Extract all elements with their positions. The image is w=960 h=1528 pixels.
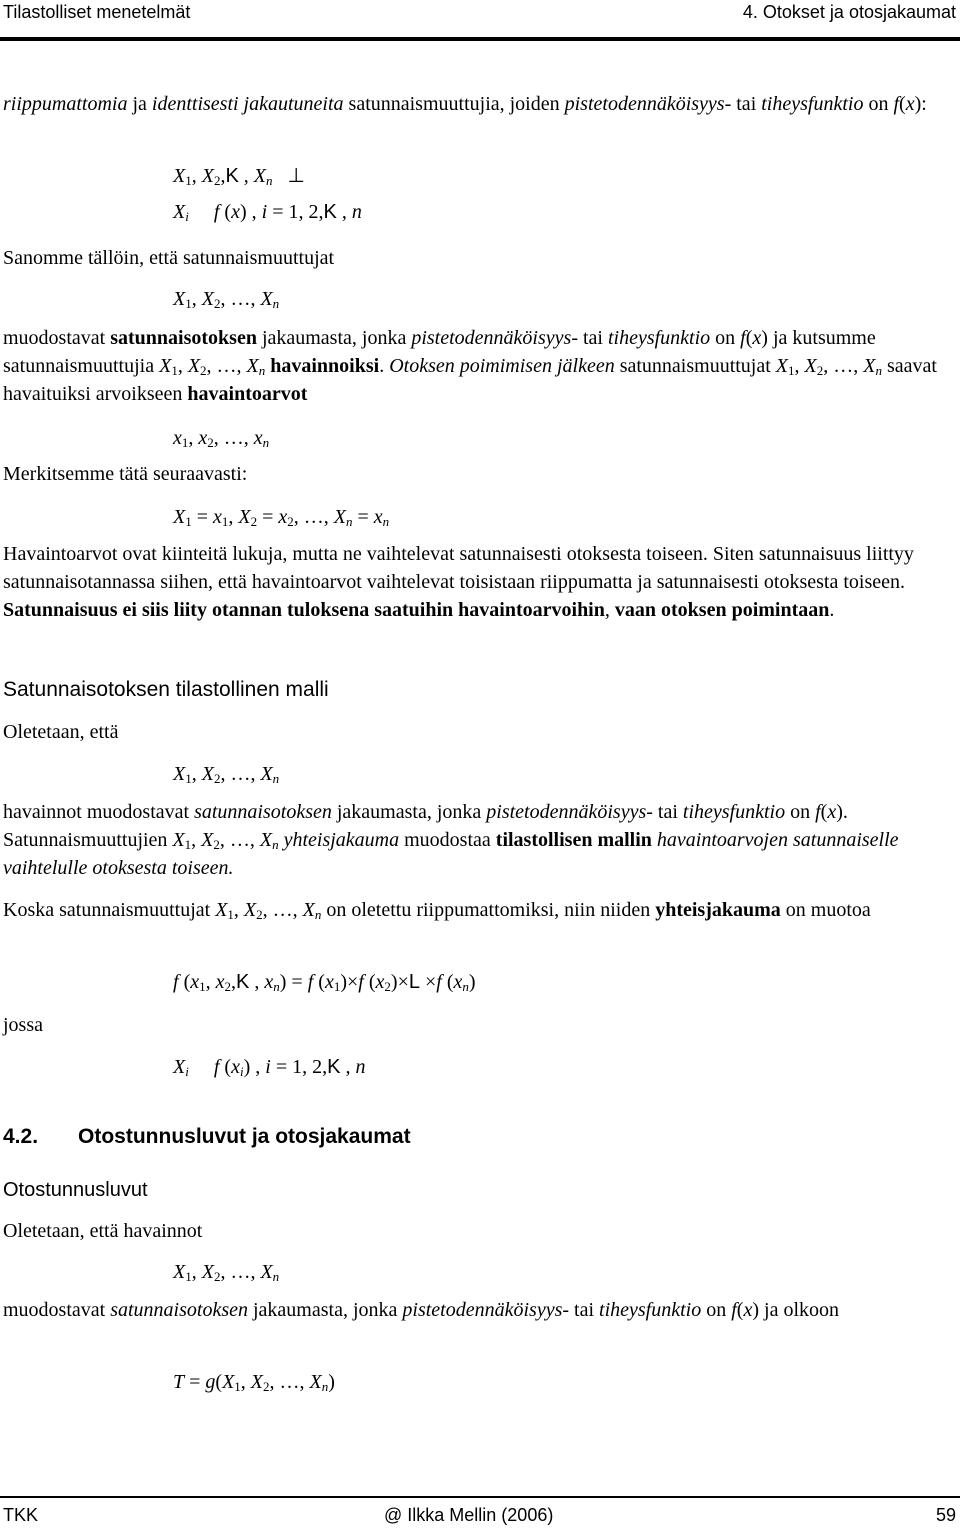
footer-center: @ Ilkka Mellin (2006) bbox=[384, 1505, 554, 1525]
header-right: 4. Otokset ja otosjakaumat bbox=[742, 2, 956, 22]
heading-model: Satunnaisotoksen tilastollinen malli bbox=[3, 678, 329, 701]
footer-left: TKK bbox=[3, 1505, 39, 1525]
equation-sample-vars-2: $X_1$, $X_2$, …, $X_n$ bbox=[173, 763, 280, 786]
paragraph-havaintoarvot: Havaintoarvot ovat kiinteitä lukuja, mutta ne vaihtelevat satunnaisesti otoksesta toiseen. Siten satunnaisuus liittyy satunnaisotannassa siihen, että havaintoarvot vaihtelevat toisistaan riippumatta ja satunnaisesti otoksesta toiseen. Satunnaisuus ei siis liity otannan tuloksena saatuihin havaintoarvoihin, vaan otoksen poimintaan. bbox=[3, 543, 914, 621]
equation-independence: $X_1$, $X_2,K$ , $X_n$ ⊥ bbox=[173, 165, 305, 188]
paragraph-oletetaan: Oletetaan, että bbox=[3, 721, 119, 743]
paragraph-intro: riippumattomia ja identtisesti jakautuneita satunnaismuuttujia, joiden pistetodennäköisyys- tai tiheysfunktio on f(x): bbox=[3, 93, 927, 115]
paragraph-merkitsemme: Merkitsemme tätä seuraavasti: bbox=[3, 463, 248, 485]
page-number: 59 bbox=[935, 1505, 956, 1525]
equation-joint-distribution: f ($x_1$, $x_2,K$ , $x_n) = f$ $(x_1)\times f$ $(x_2)\times L \times f$ $(x_n)$ bbox=[173, 971, 476, 994]
equation-marginal: $X_i$ f $(x_i)$ , i = 1, 2,K , n bbox=[173, 1056, 366, 1079]
equation-sample-vars: $X_1$, $X_2$, …, $X_n$ bbox=[173, 288, 280, 311]
heading-statistics: Otostunnusluvut bbox=[3, 1179, 148, 1201]
equation-distribution: $X_i$ f (x) , i = 1, 2,K , n bbox=[173, 201, 362, 224]
header-rule bbox=[0, 37, 960, 41]
equation-statistic: $T = g(X_1$, $X_2$, …, $X_n$) bbox=[173, 1371, 335, 1394]
paragraph-muodostavat: muodostavat satunnaisotoksen jakaumasta, jonka pistetodennäköisyys- tai tiheysfunktio on f(x) ja kutsumme satunnaismuuttujia $X_1$, $X_2$, …, $X_n$ havainnoiksi. Otoksen poimimisen jälkeen satunnaismuuttujat $X_1$, $X_2$, …, $X_n$ saavat havaituiksi arvoikseen havaintoarvot bbox=[3, 327, 937, 405]
equation-observed-values: $x_1$, $x_2$, …, $x_n$ bbox=[173, 427, 270, 450]
paragraph-oletetaan-havainnot: Oletetaan, että havainnot bbox=[3, 1220, 203, 1242]
paragraph-koska: Koska satunnaismuuttujat $X_1$, $X_2$, …, $X_n$ on oletettu riippumattomiksi, niin niiden yhteisjakauma on muotoa bbox=[3, 899, 871, 922]
section-heading bbox=[3, 1123, 411, 1151]
header-left: Tilastolliset menetelmät bbox=[3, 2, 191, 22]
paragraph-havainnot-muodostavat: havainnot muodostavat satunnaisotoksen jakaumasta, jonka pistetodennäköisyys- tai tiheysfunktio on f(x). Satunnaismuuttujien $X_1$, $X_2$, …, $X_n$ yhteisjakauma muodostaa tilastollisen mallin havaintoarvojen satunnaiselle vaihtelulle otoksesta toiseen. bbox=[3, 801, 899, 879]
section-title: Otostunnusluvut ja otosjakaumat bbox=[78, 1125, 411, 1148]
paragraph-sanomme: Sanomme tällöin, että satunnaismuuttujat bbox=[3, 247, 335, 269]
page-footer bbox=[0, 1503, 960, 1527]
paragraph-jossa: jossa bbox=[3, 1014, 43, 1036]
section-number: 4.2. bbox=[3, 1125, 39, 1148]
equation-sample-vars-3: $X_1$, $X_2$, …, $X_n$ bbox=[173, 1261, 280, 1284]
footer-rule bbox=[0, 1496, 960, 1498]
page-header bbox=[0, 0, 960, 24]
equation-realization: $X_1 = x_1$, $X_2 = x_2$, …, $X_n = x_n$ bbox=[173, 506, 390, 529]
paragraph-olkoon: muodostavat satunnaisotoksen jakaumasta, jonka pistetodennäköisyys- tai tiheysfunktio on f(x) ja olkoon bbox=[3, 1299, 840, 1321]
